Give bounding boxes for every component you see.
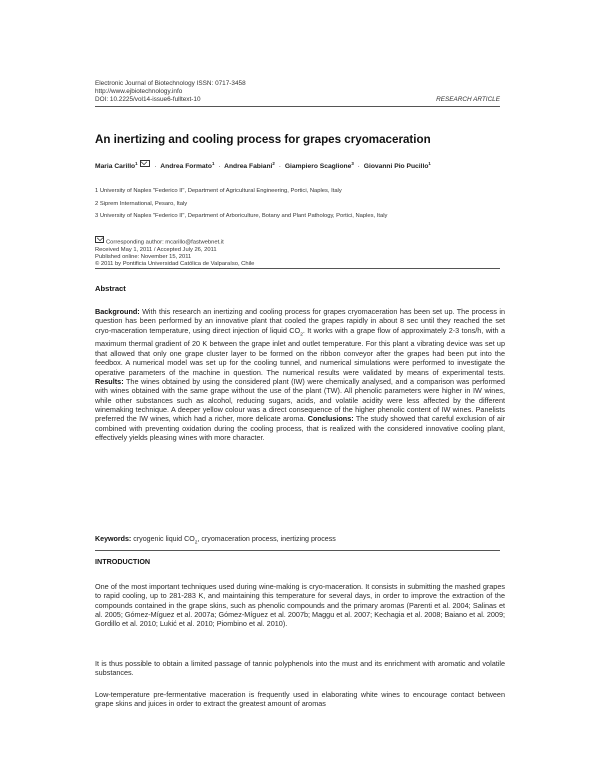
author-name: Andrea Formato — [160, 163, 212, 170]
conclusions-label: Conclusions: — [307, 414, 354, 424]
header-rule — [95, 106, 500, 107]
corresponding-author[interactable]: Corresponding author: mcarillo@fastwebnet.it — [106, 239, 224, 246]
author-separator: · — [357, 163, 360, 170]
published-date: Published online: November 15, 2011 — [95, 253, 192, 260]
author-name: Giovanni Pio Pucillo — [363, 163, 429, 170]
author-affil-mark: 1 — [428, 160, 431, 166]
keywords-label: Keywords: — [95, 535, 132, 543]
author-separator: · — [154, 163, 157, 170]
received-date: Received May 1, 2011 / Accepted July 26, 2011 — [95, 246, 217, 253]
correspondence-block — [95, 236, 515, 268]
keywords-text-cont: , cryomaceration process, inertizing process — [197, 535, 336, 543]
conclusions-text: The study showed that careful exclusion of air combined with preventing oxidation during the cooling process, that is realized with the considered innovative cooling plant, effectively yields pleasing wines with more character. — [95, 414, 505, 442]
results-label: Results: — [95, 376, 124, 386]
doi: DOI: 10.2225/vol14-issue6-fulltext-10 — [95, 96, 201, 103]
journal-url[interactable]: http://www.ejbiotechnology.info — [95, 88, 183, 95]
email-envelope-icon — [95, 236, 104, 243]
intro-paragraph: It is thus possible to obtain a limited passage of tannic polyphenols into the must and its enrichment with aromatic and volatile substances. — [95, 659, 505, 678]
author-affil-mark: 1 — [135, 160, 138, 166]
co2-subscript: 2 — [300, 332, 303, 338]
article-type: RESEARCH ARTICLE — [436, 96, 500, 103]
intro-paragraph: Low-temperature pre-fermentative maceration is frequently used in elaborating white wines to encourage contact between grape skins and juices in order to extract the greatest amount of aromas — [95, 690, 505, 709]
affiliation: 2 Siprem International, Pesaro, Italy — [95, 200, 188, 207]
author-name: Maria Carillo — [95, 163, 136, 170]
results-text: The wines obtained by using the considered plant (IW) were chemically analysed, and a comparison was performed with wines obtained with the same grape without the use of the plant (TW). All phenolic parameters were higher in IW wines, while other substances such as alcohol, reducing sugars, acids, and volatile acidity were less affected by the different winemaking technique. A deeper yellow colour was a direct consequence of the higher phenolic content of IW wines. Panelists preferred the IW wines, which had a richer, more delicate aroma. — [95, 376, 505, 424]
author-name: Giampiero Scaglione — [284, 163, 352, 170]
author-separator: · — [278, 163, 281, 170]
journal-header — [95, 80, 500, 104]
affiliations — [95, 187, 515, 225]
co2-subscript: 2 — [194, 540, 198, 546]
keywords-text: cryogenic liquid CO — [131, 535, 195, 543]
keywords-rule — [95, 550, 500, 551]
background-label: Background: — [95, 307, 140, 316]
introduction-heading: INTRODUCTION — [95, 557, 151, 566]
copyright: © 2011 by Pontificia Universidad Católica de Valparaíso, Chile — [95, 260, 255, 267]
background-text: With this research an inertizing and cooling process for grapes cryomaceration has been set up. The process in question has been performed by an innovative plant that cooled the grapes rapidly in about 8 sec until they reached the set cryo-maceration temperature, using direct injection of liquid CO — [95, 307, 505, 335]
keywords — [95, 535, 336, 545]
affiliation: 1 University of Naples "Federico II", Department of Agricultural Engineering, Portici, Naples, Italy — [95, 188, 342, 194]
intro-paragraph: One of the most important techniques used during wine-making is cryo-maceration. It consists in submitting the mashed grapes to rapid cooling, up to 281-283 K, and maintaining this temperature for several days, in order to improve the extraction of the compounds contained in the grape skins, such as phenolic compounds and the primary aromas (Parenti et al. 2004; Salinas et al. 2005; Gómez-Míguez et al. 2007a; Gómez-Míguez et al. 2007b; Maggu et al. 2007; Kechagia et al. 2008; Baiano et al. 2009; Gordillo et al. 2010; Lukić et al. 2010; Piombino et al. 2010). — [95, 582, 505, 629]
author-affil-mark: 1 — [211, 160, 215, 166]
paper-title: An inertizing and cooling process for grapes cryomaceration — [95, 133, 431, 146]
author-separator: · — [218, 163, 221, 170]
author-affil-mark: 2 — [272, 160, 275, 166]
author-affil-mark: 3 — [351, 160, 354, 166]
journal-line: Electronic Journal of Biotechnology ISSN: 0717-3458 — [95, 80, 246, 87]
affiliation: 3 University of Naples "Federico II", Department of Arboriculture, Botany and Plant Pathology, Portici, Naples, Italy — [95, 213, 388, 220]
background-text-cont: . It works with a grape flow of approximately 2-3 tons/h, with a maximum thermal gradient of 20 K between the grape inlet and outlet temperature. For this plant a vibrating device was set up that allowed that only one grape cluster layer to be formed on the ribbon conveyor after the grapes had been put into the feedbox. A numerical model was set up for the cooling tunnel, and numerical simulations were performed to investigate the operative parameters of the machine in question. The numerical results were validated by means of experimental tests. — [95, 325, 505, 377]
author-list — [95, 160, 515, 170]
email-envelope-icon[interactable] — [140, 160, 150, 167]
author-name: Andrea Fabiani — [224, 163, 273, 170]
correspondence-rule — [95, 268, 500, 269]
abstract-heading: Abstract — [95, 284, 126, 293]
abstract-text — [95, 307, 505, 442]
